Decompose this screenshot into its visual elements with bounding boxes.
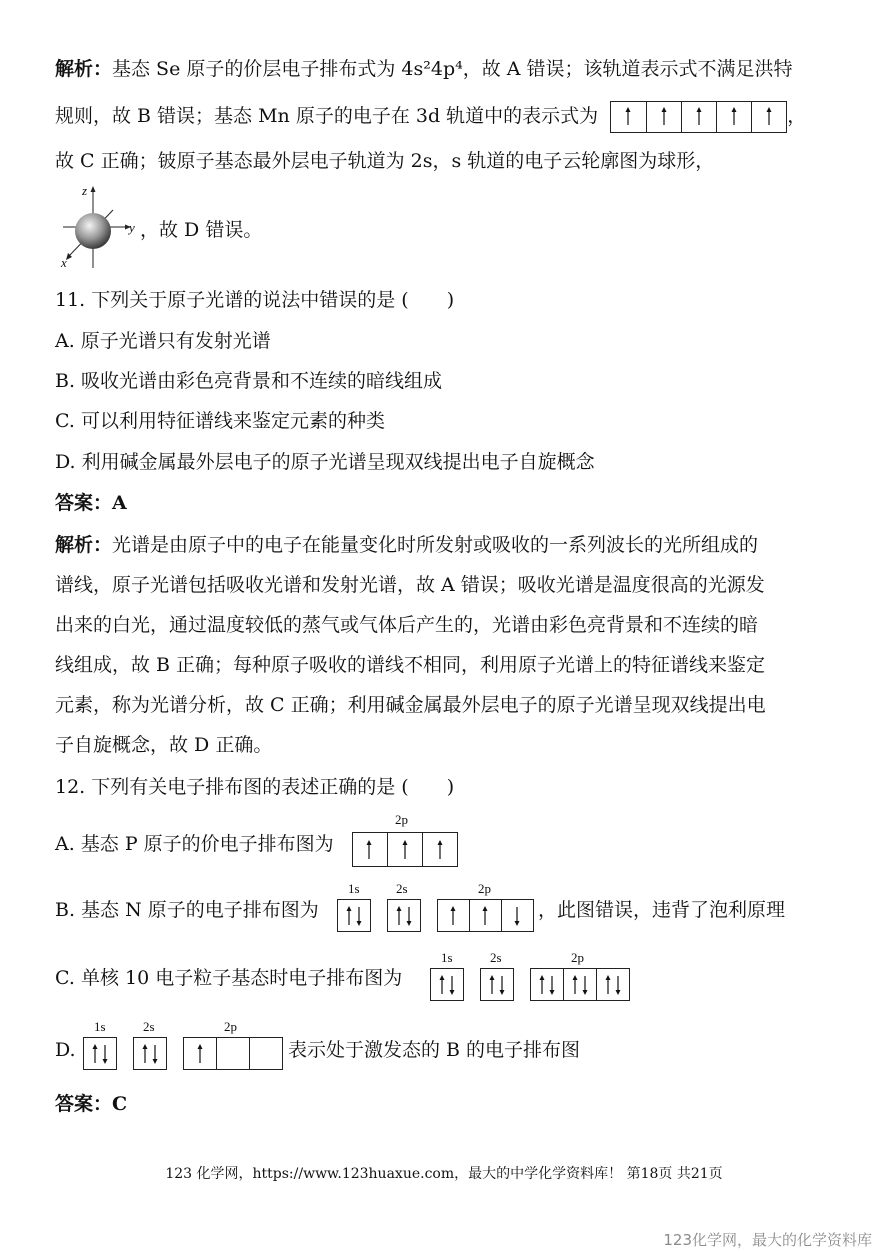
orbital-boxes [430,967,635,1003]
question-12-option-d-label: D. [55,1039,76,1061]
arrow-up-icon [367,840,372,859]
arrow-down-icon [515,907,520,926]
question-12-answer [55,1092,127,1116]
arrow-up-icon [198,1044,203,1063]
orbital-diagram-3d [610,101,787,133]
s-orbital-diagram [55,183,145,273]
question-11-option-b: B. 吸收光谱由彩色亮背景和不连续的暗线组成 [55,370,443,392]
answer-value: C [112,1093,128,1115]
question-12-option-d-text: 表示处于激发态的 B 的电子排布图 [288,1039,581,1061]
arrow-up-icon [483,906,488,925]
question-12-stem: 12. 下列有关电子排布图的表述正确的是 ( ) [55,776,455,798]
question-11-analysis-1 [55,533,758,557]
orbital-label-1s: 1s [348,881,360,896]
question-11-option-d: D. 利用碱金属最外层电子的原子光谱呈现双线提出电子自旋概念 [55,451,595,473]
watermark: 123化学网，最大的化学资料库 [663,1231,872,1249]
orbital-label-2s: 2s [396,881,408,896]
analysis-text: 光谱是由原子中的电子在能量变化时所发射或吸收的一系列波长的光所组成的 [112,534,759,556]
question-11-option-a: A. 原子光谱只有发射光谱 [55,330,271,352]
question-12-option-c-text: C. 单核 10 电子粒子基态时电子排布图为 [55,967,403,989]
arrow-up-icon [440,975,445,994]
orbital-boxes [83,1036,288,1072]
question-12-option-b-text: B. 基态 N 原子的电子排布图为 [55,899,319,921]
answer-label: 答案： [55,1093,113,1115]
arrow-up-icon [347,906,352,925]
arrow-down-icon [616,976,621,995]
x-axis-label: x [61,255,67,270]
answer-value: A [112,492,127,514]
arrow-down-icon [357,907,362,926]
orbital-label-2p: 2p [395,812,408,827]
orbital-label-2s: 2s [490,950,502,965]
answer-label: 答案： [55,492,113,514]
question-11-option-c: C. 可以利用特征谱线来鉴定元素的种类 [55,410,385,432]
analysis-line-2 [55,101,806,133]
question-11-analysis-4: 线组成，故 B 正确；每种原子吸收的谱线不相同，利用原子光谱上的特征谱线来鉴定 [55,654,766,676]
arrow-up-icon [606,975,611,994]
arrow-up-icon [93,1044,98,1063]
orbital-cell [751,102,787,132]
analysis-line-3 [55,149,714,173]
arrow-up-icon [573,975,578,994]
option-c-diagram [430,951,635,1003]
orbital-cell [611,102,646,132]
arrow-up-icon [397,906,402,925]
z-axis-label: z [82,183,88,198]
analysis-line-1 [55,57,793,81]
arrow-up-icon [752,102,787,132]
analysis-label: 解析： [55,58,113,80]
question-11-answer [55,491,127,515]
orbital-boxes [337,898,537,934]
analysis-text: ，故 D 错误。 [140,219,263,241]
arrow-down-icon [583,976,588,995]
analysis-line-4 [140,218,262,242]
option-a-diagram [352,813,462,869]
option-b-diagram [337,882,537,934]
arrow-down-icon [450,976,455,995]
arrow-up-icon [647,102,682,132]
arrow-down-icon [500,976,505,995]
orbital-label-1s: 1s [94,1019,106,1034]
orbital-label-2s: 2s [143,1019,155,1034]
orbital-cell [716,102,752,132]
analysis-text: ， [787,105,807,127]
arrow-up-icon [143,1044,148,1063]
arrow-up-icon [438,840,443,859]
analysis-text: 基态 Se 原子的价层电子排布式为 4s²4p⁴，故 A 错误；该轨道表示式不满足洪特 [112,58,793,80]
question-12-option-a: A. 基态 P 原子的价电子排布图为 [55,833,334,855]
analysis-label: 解析： [55,534,113,556]
question-12-option-b-note: ，此图错误，违背了泡利原理 [538,899,786,921]
question-11-analysis-3: 出来的白光，通过温度较低的蒸气或气体后产生的，光谱由彩色亮背景和不连续的暗 [55,614,759,636]
y-axis-label: y [129,220,135,235]
arrow-up-icon [540,975,545,994]
arrow-up-icon [717,102,752,132]
page-footer: 123 化学网，https://www.123huaxue.com，最大的中学化学资料库！ 第18页 共21页 [165,1166,723,1182]
orbital-boxes-2p [352,829,462,869]
arrow-down-icon [550,976,555,995]
arrow-down-icon [103,1045,108,1064]
option-d-diagram [83,1020,288,1072]
arrow-down-icon [407,907,412,926]
arrow-up-icon [682,102,717,132]
orbital-label-2p: 2p [478,881,491,896]
question-11-stem: 11. 下列关于原子光谱的说法中错误的是 ( ) [55,289,455,311]
orbital-label-1s: 1s [441,950,453,965]
question-11-analysis-2: 谱线，原子光谱包括吸收光谱和发射光谱，故 A 错误；吸收光谱是温度很高的光源发 [55,574,765,596]
question-11-analysis-6: 子自旋概念，故 D 正确。 [55,734,273,756]
analysis-text: 故 C 正确；铍原子基态最外层电子轨道为 2s，s 轨道的电子云轮廓图为球形， [55,150,715,172]
orbital-label-2p: 2p [571,950,584,965]
arrow-down-icon [153,1045,158,1064]
question-11-analysis-5: 元素，称为光谱分析，故 C 正确；利用碱金属最外层电子的原子光谱呈现双线提出电 [55,694,766,716]
arrow-up-icon [451,906,456,925]
orbital-label-2p: 2p [224,1019,237,1034]
arrow-up-icon [611,102,646,132]
arrow-up-icon [403,840,408,859]
analysis-text: 规则，故 B 错误；基态 Mn 原子的电子在 3d 轨道中的表示式为 [55,105,599,127]
orbital-cell [681,102,717,132]
arrow-up-icon [490,975,495,994]
orbital-cell [646,102,682,132]
